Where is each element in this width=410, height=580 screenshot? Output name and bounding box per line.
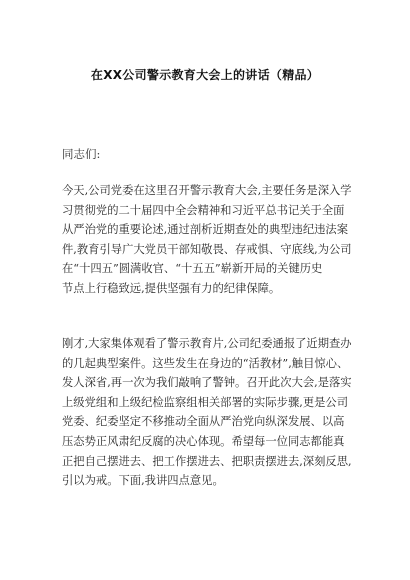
salutation: 同志们: — [62, 147, 101, 161]
paragraph-line: 引以为戒。下面,我讲四点意见。 — [62, 474, 224, 488]
paragraph-warning — [62, 334, 358, 491]
paragraph-intro — [62, 181, 358, 299]
paragraph-line: 上级党组和上级纪检监察组相关部署的实际步骤,更是公司 — [62, 395, 349, 409]
paragraph-line: 件,教育引导广大党员干部知敬畏、存戒惧、守底线,为公司 — [62, 242, 352, 256]
paragraph-line: 党委、纪委坚定不移推动全面从严治党向纵深发展、以高 — [62, 415, 345, 429]
paragraph-line: 正把自己摆进去、把工作摆进去、把职责摆进去,深刻反思, — [62, 454, 352, 468]
paragraph-line: 习贯彻党的二十届四中全会精神和习近平总书记关于全面 — [62, 203, 345, 217]
paragraph-line: 刚才,大家集体观看了警示教育片,公司纪委通报了近期查办 — [62, 337, 352, 350]
document-title: 在XX公司警示教育大会上的讲话（精品） — [90, 68, 320, 82]
paragraph-line: 节点上行稳致远,提供坚强有力的纪律保障。 — [62, 281, 281, 295]
paragraph-line: 发人深省,再一次为我们敲响了警钟。召开此次大会,是落实 — [62, 376, 352, 390]
paragraph-line: 压态势正风肃纪反腐的决心体现。希望每一位同志都能真 — [62, 434, 345, 448]
paragraph-line: 今天,公司党委在这里召开警示教育大会,主要任务是深入学 — [62, 184, 352, 197]
paragraph-line: 从严治党的重要论述,通过剖析近期查处的典型违纪违法案 — [62, 223, 349, 237]
paragraph-line: 的几起典型案件。这些发生在身边的“活教材”,触目惊心、 — [62, 356, 349, 370]
paragraph-line: 在“十四五”圆满收官、“十五五”崭新开局的关键历史 — [62, 262, 323, 276]
